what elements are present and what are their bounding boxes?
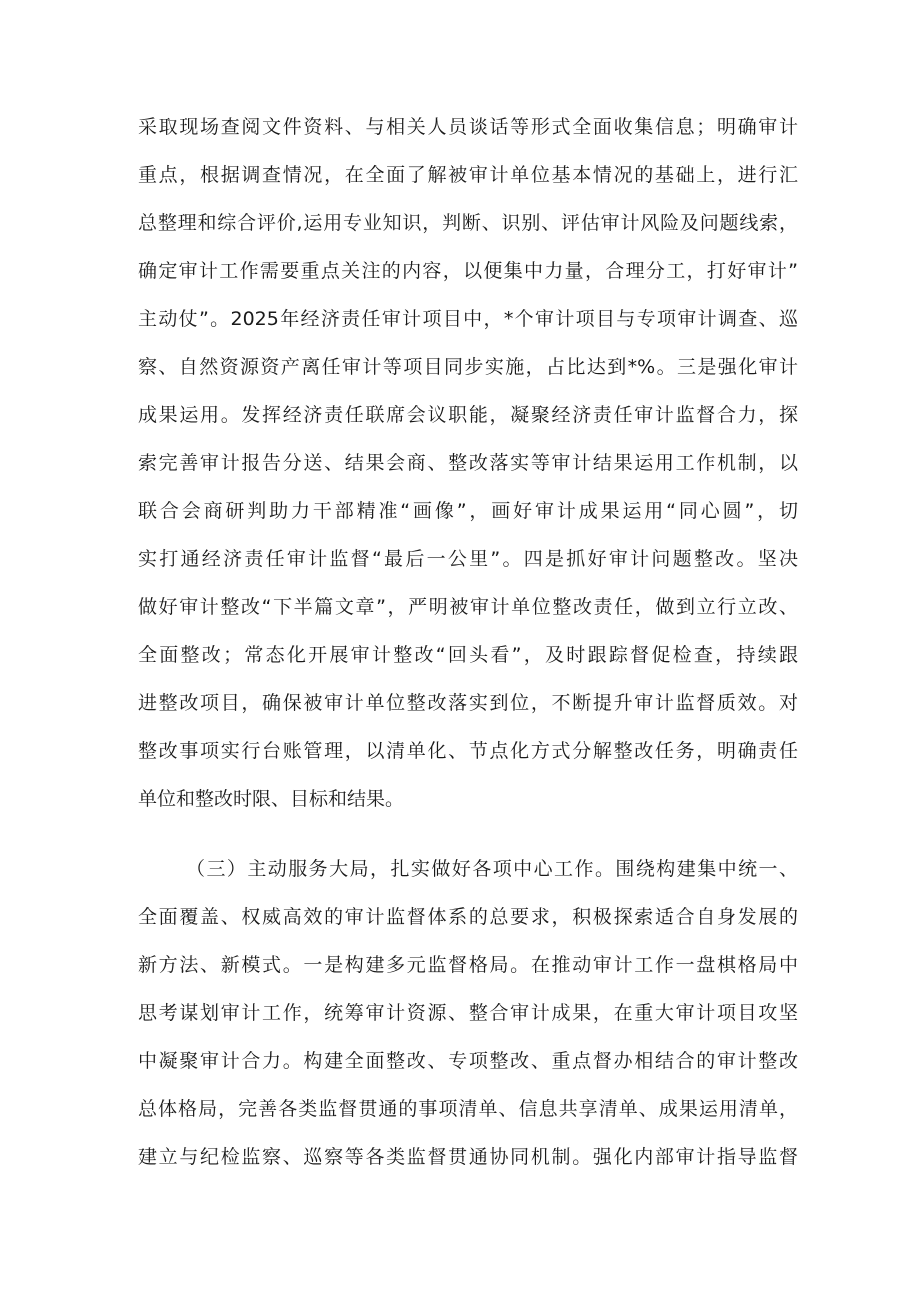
text-line: 重点，根据调查情况，在全面了解被审计单位基本情况的基础上，进行汇 — [138, 164, 798, 186]
text-line: 实打通经济责任审计监督“最后一公里”。四是抓好审计问题整改。坚决 — [138, 548, 798, 570]
text-line: 全面覆盖、权威高效的审计监督体系的总要求，积极探索适合自身发展的 — [138, 906, 798, 928]
text-line: 主动仗”。2025年经济责任审计项目中，*个审计项目与专项审计调查、巡 — [138, 308, 798, 330]
text-line: 做好审计整改“下半篇文章”，严明被审计单位整改责任，做到立行立改、 — [138, 596, 798, 618]
text-line: 思考谋划审计工作，统筹审计资源、整合审计成果，在重大审计项目攻坚 — [138, 1002, 798, 1024]
text-line: 总整理和综合评价,运用专业知识，判断、识别、评估审计风险及问题线索， — [138, 212, 798, 234]
text-line: 索完善审计报告分送、结果会商、整改落实等审计结果运用工作机制，以 — [138, 452, 798, 474]
text-line: 新方法、新模式。一是构建多元监督格局。在推动审计工作一盘棋格局中 — [138, 954, 798, 976]
text-line: 总体格局，完善各类监督贯通的事项清单、信息共享清单、成果运用清单， — [138, 1098, 798, 1120]
text-line: 中凝聚审计合力。构建全面整改、专项整改、重点督办相结合的审计整改 — [138, 1050, 798, 1072]
text-line: 采取现场查阅文件资料、与相关人员谈话等形式全面收集信息；明确审计 — [138, 116, 798, 138]
paragraph-heading-line: （三）主动服务大局，扎实做好各项中心工作。围绕构建集中统一、 — [186, 858, 798, 880]
text-line: 进整改项目，确保被审计单位整改落实到位，不断提升审计监督质效。对 — [138, 692, 798, 714]
text-line: 单位和整改时限、目标和结果。 — [138, 788, 405, 810]
text-line: 成果运用。发挥经济责任联席会议职能，凝聚经济责任审计监督合力，探 — [138, 404, 798, 426]
text-line: 全面整改；常态化开展审计整改“回头看”，及时跟踪督促检查，持续跟 — [138, 644, 798, 666]
text-line: 建立与纪检监察、巡察等各类监督贯通协同机制。强化内部审计指导监督 — [138, 1146, 798, 1168]
text-line: 联合会商研判助力干部精准“画像”，画好审计成果运用“同心圆”，切 — [138, 500, 798, 522]
text-line: 整改事项实行台账管理，以清单化、节点化方式分解整改任务，明确责任 — [138, 740, 798, 762]
text-line: 确定审计工作需要重点关注的内容，以便集中力量，合理分工，打好审计” — [138, 260, 798, 282]
text-line: 察、自然资源资产离任审计等项目同步实施，占比达到*%。三是强化审计 — [138, 356, 798, 378]
